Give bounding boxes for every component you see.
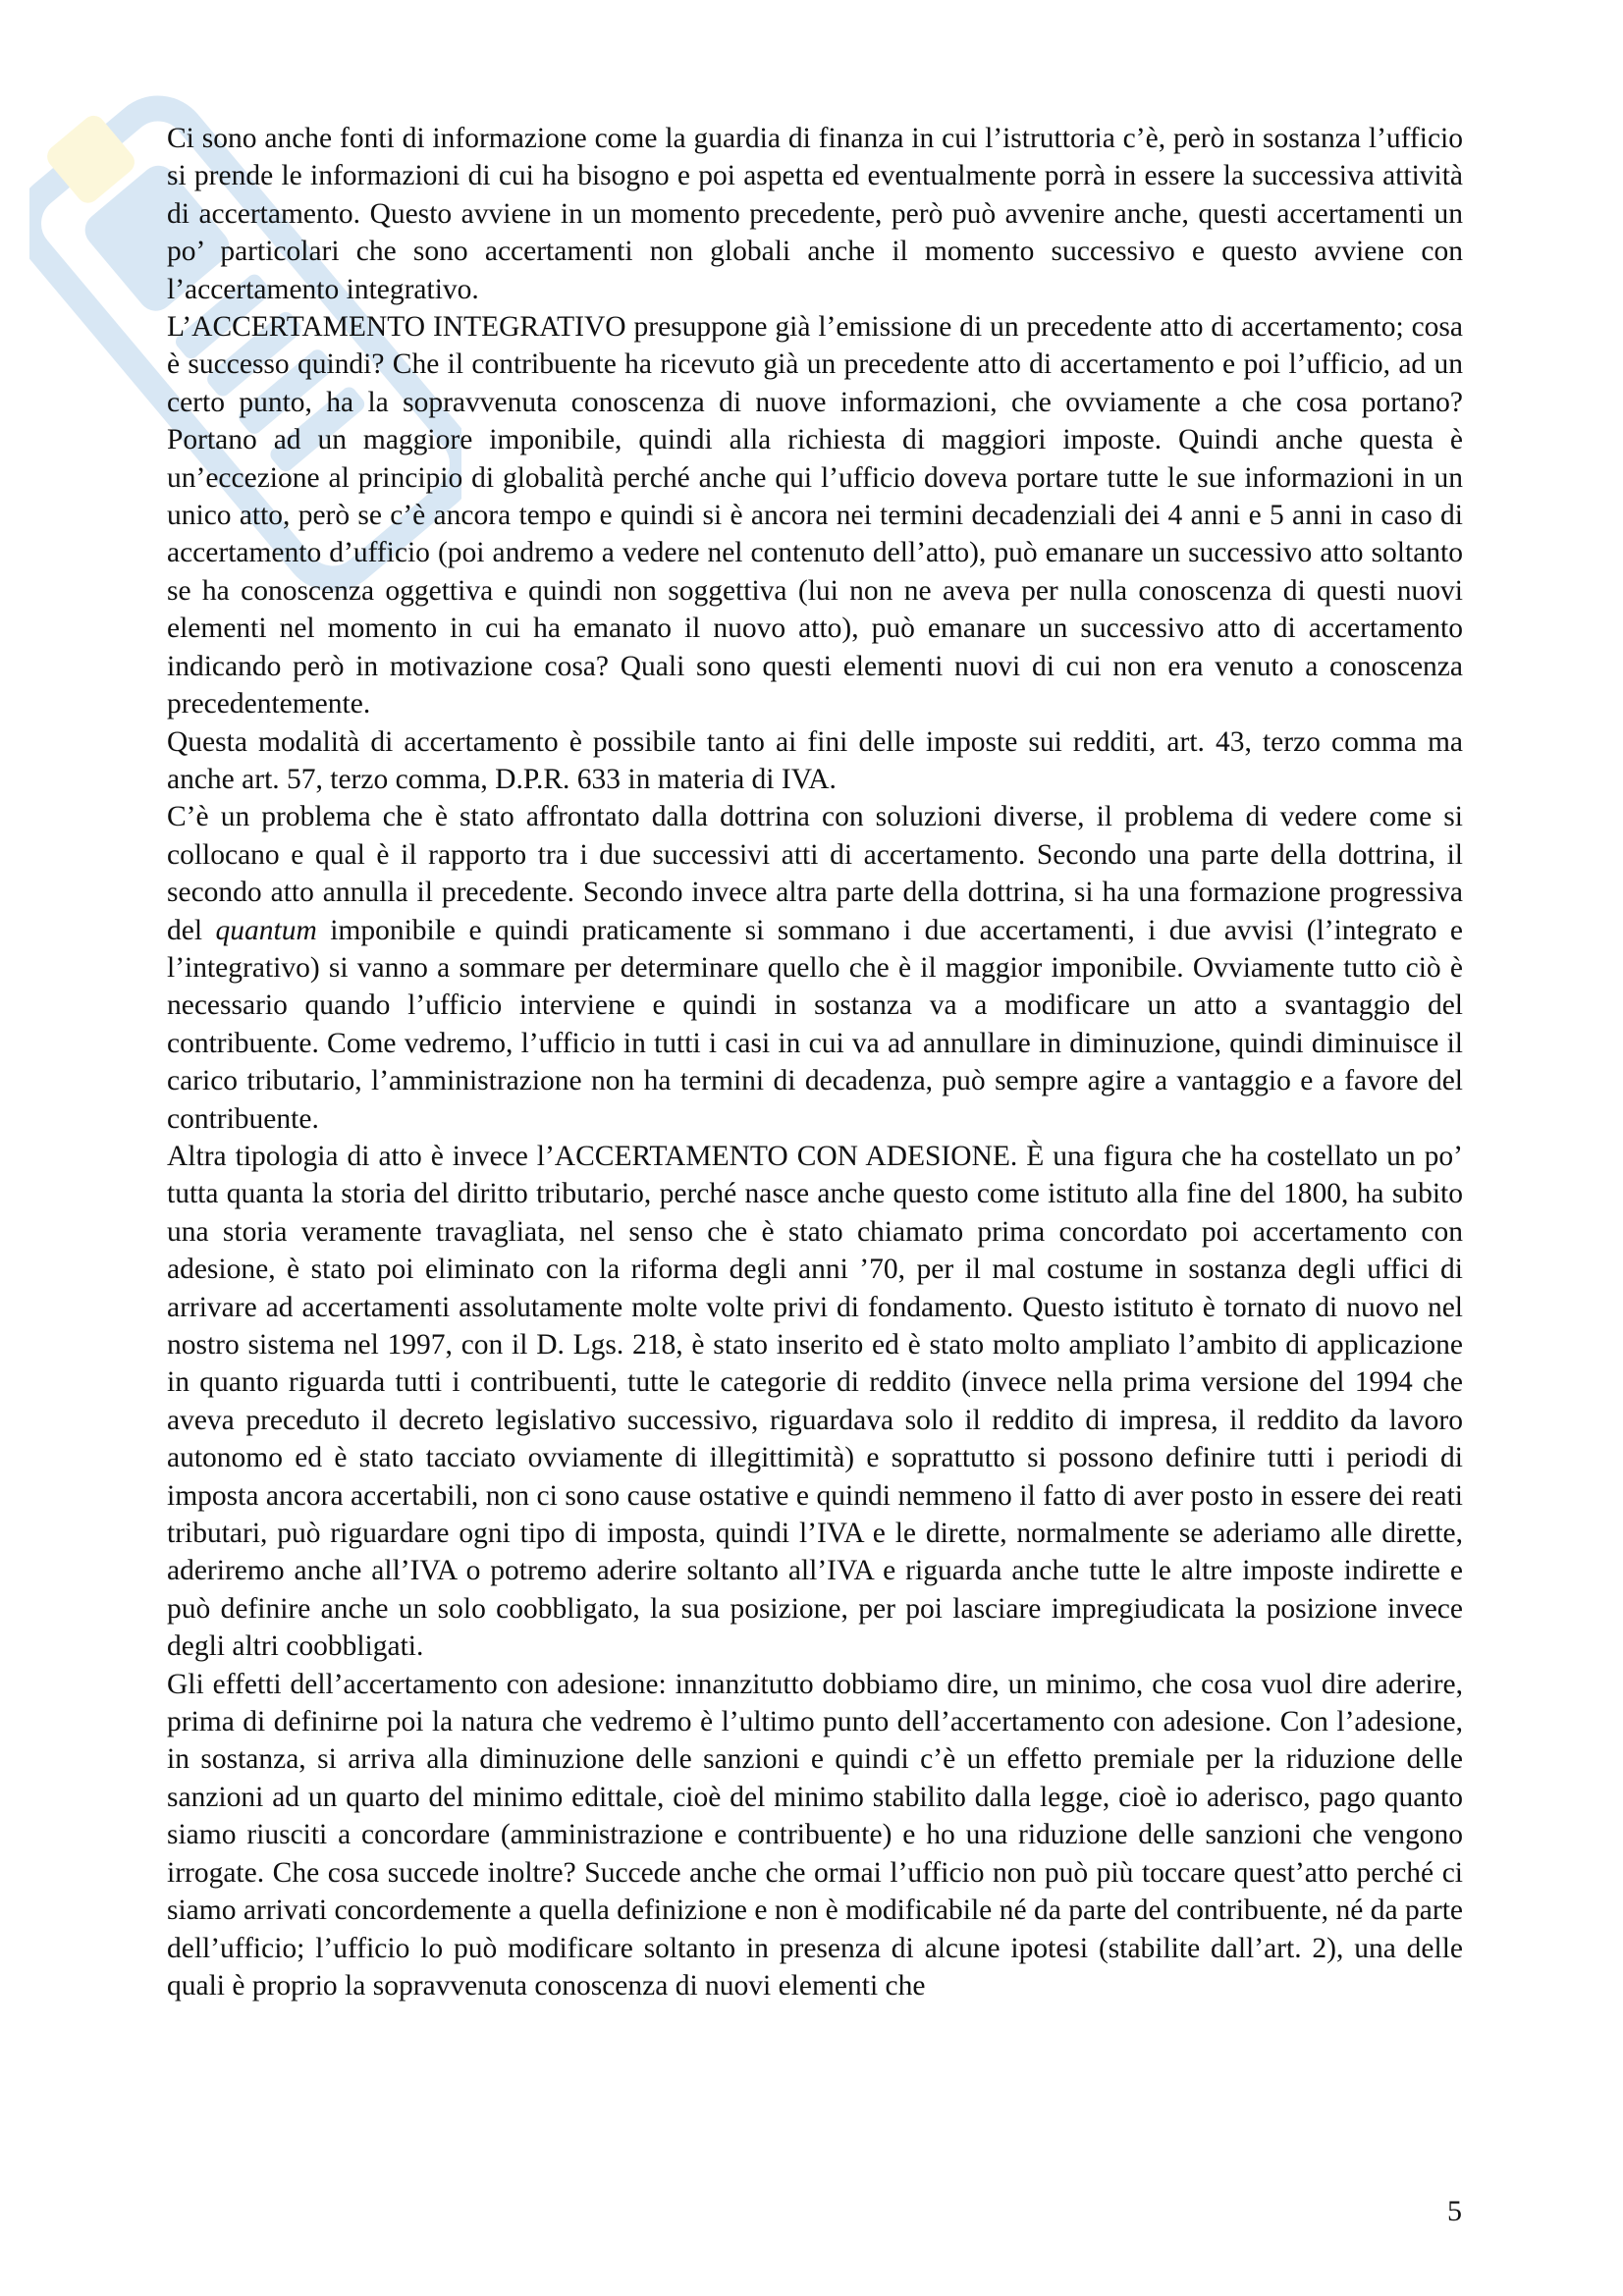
paragraph-text: Altra tipologia di atto è invece l’ACCERTAMENTO CON ADESIONE. È una figura che ha costellato un po’ tutta quanta la storia del diritto tributario, perché nasce anche questo come istituto alla fine del 1800, ha subito una storia veramente travagliata, nel senso che è stato chiamato prima concordato poi accertamento con adesione, è stato poi eliminato con la riforma degli anni ’70, per il mal costume in sostanza degli uffici di arrivare ad accertamenti assolutamente molte volte privi di fondamento. Questo istituto è tornato di nuovo nel nostro sistema nel 1997, con il D. Lgs. 218, è stato inserito ed è stato molto ampliato l’ambito di applicazione in quanto riguarda tutti i contribuenti, tutte le categorie di reddito (invece nella prima versione del 1994 che aveva preceduto il decreto legislativo successivo, riguardava solo il reddito di impresa, il reddito da lavoro autonomo ed è stato tacciato ovviamente di illegittimità) e soprattutto si possono definire tutti i periodi di imposta ancora accertabili, non ci sono cause ostative e quindi nemmeno il fatto di aver posto in essere dei reati tributari, può riguardare ogni tipo di imposta, quindi l’IVA e le dirette, normalmente se aderiamo alle dirette, aderiremo anche all’IVA o potremo aderire soltanto all’IVA e riguarda anche tutte le altre imposte indirette e può definire anche un solo coobbligato, la sua posizione, per poi lasciare impregiudicata la posizione invece degli altri coobbligati. [167, 1140, 1463, 1663]
paragraph-text: Gli effetti dell’accertamento con adesione: innanzitutto dobbiamo dire, un minimo, che cosa vuol dire aderire, prima di definirne poi la natura che vedremo è l’ultimo punto dell’accertamento con adesione. Con l’adesione, in sostanza, si arriva alla diminuzione delle sanzioni e quindi c’è un effetto premiale per la riduzione delle sanzioni ad un quarto del minimo edittale, cioè del minimo stabilito dalla legge, cioè io aderisco, pago quanto siamo riusciti a concordare (amministrazione e contribuente) e ho una riduzione delle sanzioni che vengono irrogate. Che cosa succede inoltre? Succede anche che ormai l’ufficio non può più toccare quest’atto perché ci siamo arrivati concordemente a quella definizione e non è modificabile né da parte del contribuente, né da parte dell’ufficio; l’ufficio lo può modificare soltanto in presenza di alcune ipotesi (stabilite dall’art. 2), una delle quali è proprio la sopravvenuta conoscenza di nuovi elementi che [167, 1668, 1463, 2002]
paragraph-text: Questa modalità di accertamento è possibile tanto ai fini delle imposte sui redditi, art. 43, terzo comma ma anche art. 57, terzo comma, D.P.R. 633 in materia di IVA. [167, 725, 1463, 795]
document-text [167, 120, 1463, 2004]
paragraph [167, 120, 1463, 308]
paragraph [167, 1138, 1463, 1666]
paragraph [167, 308, 1463, 722]
paragraph-text: L’ACCERTAMENTO INTEGRATIVO presuppone già l’emissione di un precedente atto di accertamento; cosa è successo quindi? Che il contribuente ha ricevuto già un precedente atto di accertamento e poi l’ufficio, ad un certo punto, ha la sopravvenuta conoscenza di nuove informazioni, che ovviamente a che cosa portano? Portano ad un maggiore imponibile, quindi alla richiesta di maggiori imposte. Quindi anche questa è un’eccezione al principio di globalità perché anche qui l’ufficio doveva portare tutte le sue informazioni in un unico atto, però se c’è ancora tempo e quindi si è ancora nei termini decadenziali dei 4 anni e 5 anni in caso di accertamento d’ufficio (poi andremo a vedere nel contenuto dell’atto), può emanare un successivo atto soltanto se ha conoscenza oggettiva e quindi non soggettiva (lui non ne aveva per nulla conoscenza di questi nuovi elementi nel momento in cui ha emanato il nuovo atto), può emanare un successivo atto di accertamento indicando però in motivazione cosa? Quali sono questi elementi nuovi di cui non era venuto a conoscenza precedentemente. [167, 311, 1463, 721]
paragraph [167, 723, 1463, 799]
paragraph-text: imponibile e quindi praticamente si sommano i due accertamenti, i due avvisi (l’integrato e l’integrativo) si vanno a sommare per determinare quello che è il maggior imponibile. Ovviamente tutto ciò è necessario quando l’ufficio interviene e quindi in sostanza va a modificare un atto a svantaggio del contribuente. Come vedremo, l’ufficio in tutti i casi in cui va ad annullare in diminuzione, quindi diminuisce il carico tributario, l’amministrazione non ha termini di decadenza, può sempre agire a vantaggio e a favore del contribuente. [167, 914, 1463, 1135]
paragraph [167, 798, 1463, 1138]
italic-term: quantum [215, 914, 317, 946]
page-number: 5 [1447, 2195, 1462, 2227]
paragraph-text: Ci sono anche fonti di informazione come la guardia di finanza in cui l’istruttoria c’è, però in sostanza l’ufficio si prende le informazioni di cui ha bisogno e poi aspetta ed eventualmente porrà in essere la successiva attività di accertamento. Questo avviene in un momento precedente, però può avvenire anche, questi accertamenti un po’ particolari che sono accertamenti non globali anche il momento successivo e questo avviene con l’accertamento integrativo. [167, 123, 1463, 305]
paragraph [167, 1666, 1463, 2005]
paragraph-text: C’è un problema che è stato affrontato dalla dottrina con soluzioni diverse, il problema di vedere come si collocano e qual è il rapporto tra i due successivi atti di accertamento. Secondo una parte della dottrina, il secondo atto annulla il precedente. Secondo invece altra parte della dottrina, si ha una formazione progressiva del [167, 801, 1463, 946]
